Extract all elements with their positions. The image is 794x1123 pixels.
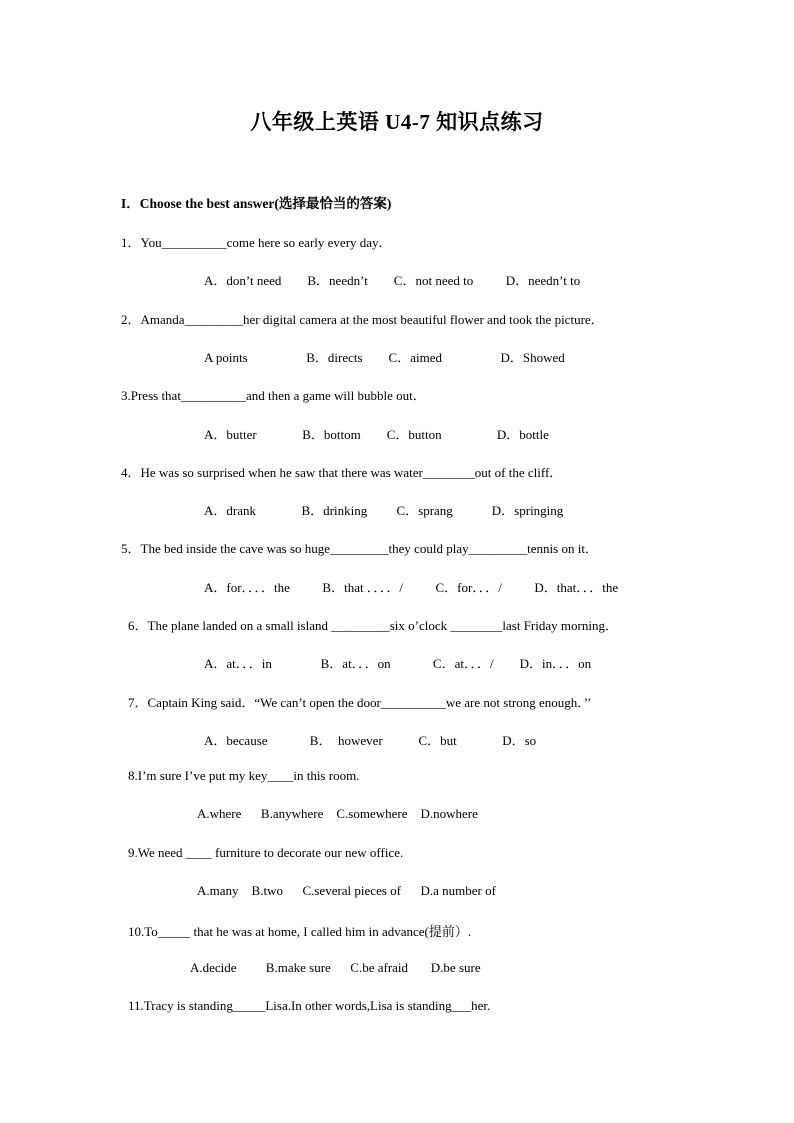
question-7-text: 7．Captain King said．“We can’t open the door__________we are not strong enough．’’ bbox=[128, 695, 592, 710]
page-title: 八年级上英语 U4-7 知识点练习 bbox=[250, 110, 544, 134]
question-2-text: 2．Amanda_________her digital camera at the most beautiful flower and took the picture． bbox=[121, 312, 604, 327]
question-9-text: 9.We need ____ furniture to decorate our new office. bbox=[128, 845, 404, 860]
question-3-options: A．butter B．bottom C．button D．bottle bbox=[204, 427, 549, 442]
question-1-options: A．don’t need B．needn’t C．not need to D．needn’t to bbox=[204, 273, 581, 288]
question-5-text: 5．The bed inside the cave was so huge_________they could play_________tennis on it． bbox=[121, 541, 598, 556]
question-5-options: A．for．．．．the B．that ．．．．/ C．for．．．/ D．that．．．the bbox=[204, 580, 619, 595]
question-6-options: A．at．．．in B．at．．．on C．at．．．/ D．in．．．on bbox=[204, 656, 592, 671]
question-6-text: 6．The plane landed on a small island _________six o’clock ________last Friday morning． bbox=[128, 618, 618, 633]
question-11-text: 11.Tracy is standing_____Lisa.In other words,Lisa is standing___her. bbox=[128, 998, 491, 1013]
question-3-text: 3.Press that__________and then a game will bubble out． bbox=[121, 388, 426, 403]
question-4-text: 4．He was so surprised when he saw that there was water________out of the cliff． bbox=[121, 465, 563, 480]
question-4-options: A．drank B．drinking C．sprang D．springing bbox=[204, 503, 564, 518]
question-8-options: A.where B.anywhere C.somewhere D.nowhere bbox=[197, 806, 478, 821]
question-2-options: A points B．directs C．aimed D．Showed bbox=[204, 350, 565, 365]
question-8-text: 8.I’m sure I’ve put my key____in this room. bbox=[128, 768, 360, 783]
question-10-text: 10.To_____ that he was at home, I called him in advance(提前）. bbox=[128, 924, 472, 939]
question-1-text: 1．You__________come here so early every day． bbox=[121, 235, 392, 250]
question-7-options: A．because B． however C．but D．so bbox=[204, 733, 537, 748]
section-heading: I．Choose the best answer(选择最恰当的答案) bbox=[121, 196, 392, 211]
question-10-options: A.decide B.make sure C.be afraid D.be sure bbox=[190, 960, 481, 975]
question-9-options: A.many B.two C.several pieces of D.a number of bbox=[197, 883, 496, 898]
